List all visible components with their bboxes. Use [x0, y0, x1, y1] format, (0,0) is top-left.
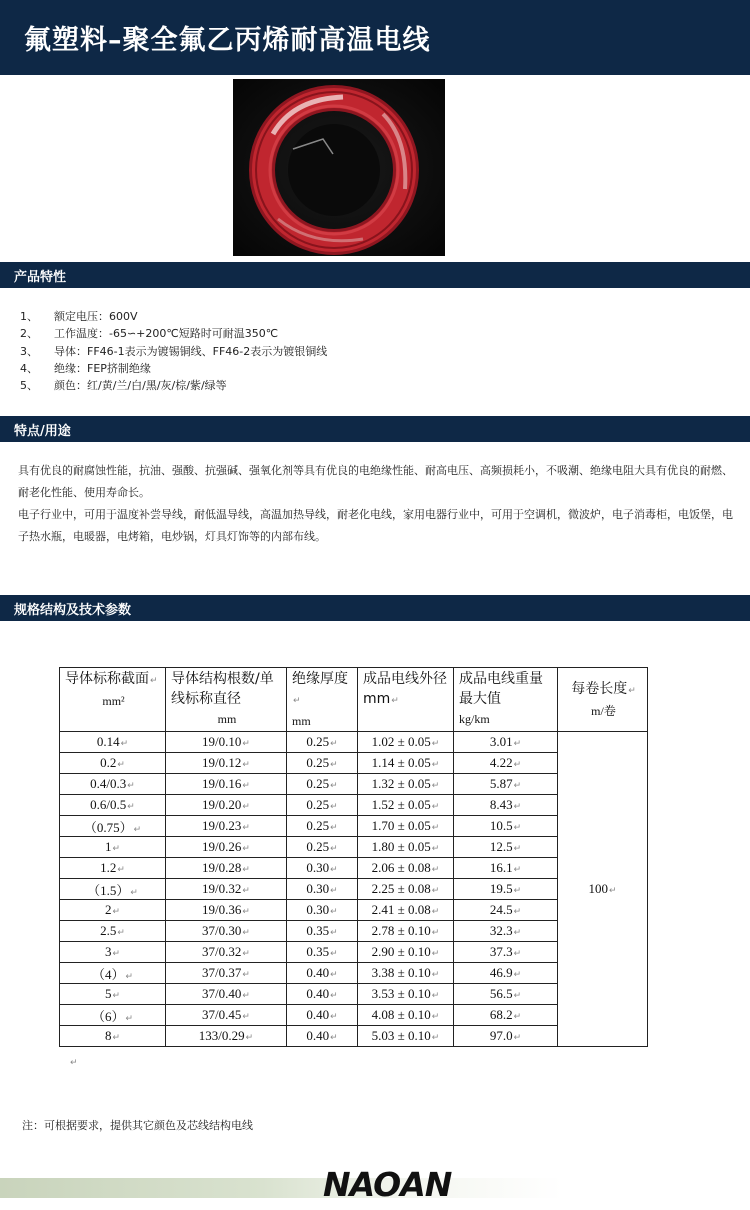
table-cell: 37/0.30↵ — [166, 921, 287, 942]
table-cell: 0.4/0.3↵ — [60, 774, 166, 795]
table-header: 每卷长度↵ m/卷 — [558, 668, 648, 732]
table-cell: 19/0.12↵ — [166, 753, 287, 774]
table-cell: 0.30↵ — [287, 879, 358, 900]
spec-table — [59, 667, 648, 1047]
page-title: 氟塑料–聚全氟乙丙烯耐高温电线 — [24, 25, 431, 56]
table-cell: 19/0.26↵ — [166, 837, 287, 858]
table-cell: 1.14 ± 0.05↵ — [358, 753, 454, 774]
table-cell: 1.80 ± 0.05↵ — [358, 837, 454, 858]
list-item: 4、 绝缘：FEP挤制绝缘 — [20, 361, 151, 375]
table-header: 绝缘厚度↵ mm — [287, 668, 358, 732]
table-cell: 1.32 ± 0.05↵ — [358, 774, 454, 795]
table-cell: （6）↵ — [60, 1005, 166, 1026]
table-cell: 97.0↵ — [454, 1026, 558, 1047]
table-cell: 2.5↵ — [60, 921, 166, 942]
table-cell: 37/0.32↵ — [166, 942, 287, 963]
table-cell: 0.35↵ — [287, 921, 358, 942]
table-cell: 4.22↵ — [454, 753, 558, 774]
table-cell: 2.90 ± 0.10↵ — [358, 942, 454, 963]
table-cell: 5↵ — [60, 984, 166, 1005]
table-cell: 37.3↵ — [454, 942, 558, 963]
table-cell: 2.25 ± 0.08↵ — [358, 879, 454, 900]
product-photo — [233, 79, 445, 256]
brand-logo: NAOAN — [323, 1165, 452, 1204]
table-cell: 1.52 ± 0.05↵ — [358, 795, 454, 816]
table-cell: 3.53 ± 0.10↵ — [358, 984, 454, 1005]
section-bar-properties — [0, 262, 750, 288]
table-cell: 12.5↵ — [454, 837, 558, 858]
table-row — [60, 732, 648, 753]
table-cell: 19.5↵ — [454, 879, 558, 900]
table-cell: （4）↵ — [60, 963, 166, 984]
table-cell: 5.03 ± 0.10↵ — [358, 1026, 454, 1047]
table-cell: 0.25↵ — [287, 732, 358, 753]
table-cell: 19/0.32↵ — [166, 879, 287, 900]
section-bar-features — [0, 416, 750, 442]
table-cell: 0.40↵ — [287, 984, 358, 1005]
footnote: 注：可根据要求，提供其它颜色及芯线结构电线 — [22, 1119, 253, 1132]
roll-length-cell: 100↵ — [558, 732, 648, 1047]
table-cell: 19/0.36↵ — [166, 900, 287, 921]
table-cell: 1.2↵ — [60, 858, 166, 879]
table-cell: 32.3↵ — [454, 921, 558, 942]
table-cell: 3.38 ± 0.10↵ — [358, 963, 454, 984]
list-item: 5、 颜色：红/黄/兰/白/黑/灰/棕/紫/绿等 — [20, 379, 227, 393]
table-cell: 37/0.45↵ — [166, 1005, 287, 1026]
table-cell: 19/0.10↵ — [166, 732, 287, 753]
table-cell: 0.25↵ — [287, 837, 358, 858]
table-cell: 2.06 ± 0.08↵ — [358, 858, 454, 879]
table-cell: 0.14↵ — [60, 732, 166, 753]
table-cell: 0.25↵ — [287, 753, 358, 774]
features-paragraph: 具有优良的耐腐蚀性能，抗油、强酸、抗强碱、强氧化剂等具有优良的电绝缘性能、耐高电压、高频损耗小，不吸潮、绝缘电阻大具有优良的耐燃、耐老化性能、使用寿命长。 — [18, 464, 733, 499]
section-title-specs: 规格结构及技术参数 — [14, 603, 132, 618]
table-cell: 8.43↵ — [454, 795, 558, 816]
table-header: 成品电线外径 mm↵ — [358, 668, 454, 732]
table-header-row — [60, 668, 648, 732]
table-cell: 37/0.37↵ — [166, 963, 287, 984]
table-cell: 68.2↵ — [454, 1005, 558, 1026]
table-cell: 1.70 ± 0.05↵ — [358, 816, 454, 837]
table-cell: 19/0.20↵ — [166, 795, 287, 816]
list-item: 2、 工作温度：-65∽+200℃短路时可耐温350℃ — [20, 327, 279, 341]
title-bar — [0, 0, 750, 75]
table-cell: 1.02 ± 0.05↵ — [358, 732, 454, 753]
table-cell: 0.40↵ — [287, 963, 358, 984]
table-cell: 0.35↵ — [287, 942, 358, 963]
table-header: 导体标称截面↵ mm² — [60, 668, 166, 732]
table-cell: 8↵ — [60, 1026, 166, 1047]
table-cell: 0.25↵ — [287, 816, 358, 837]
properties-list — [20, 308, 327, 394]
table-cell: 2.41 ± 0.08↵ — [358, 900, 454, 921]
features-text — [18, 460, 736, 548]
table-cell: 4.08 ± 0.10↵ — [358, 1005, 454, 1026]
table-cell: 0.6/0.5↵ — [60, 795, 166, 816]
table-cell: 3↵ — [60, 942, 166, 963]
table-cell: 0.30↵ — [287, 858, 358, 879]
table-cell: （1.5）↵ — [60, 879, 166, 900]
paragraph-mark: ↵ — [70, 1058, 78, 1068]
table-cell: 19/0.23↵ — [166, 816, 287, 837]
table-cell: 2.78 ± 0.10↵ — [358, 921, 454, 942]
table-cell: 10.5↵ — [454, 816, 558, 837]
section-title-features: 特点/用途 — [14, 424, 71, 439]
section-bar-specs — [0, 595, 750, 621]
table-cell: 1↵ — [60, 837, 166, 858]
list-item: 3、 导体：FF46-1表示为镀锡铜线、FF46-2表示为镀银铜线 — [20, 344, 328, 358]
table-cell: 0.25↵ — [287, 774, 358, 795]
table-cell: 0.30↵ — [287, 900, 358, 921]
table-cell: 46.9↵ — [454, 963, 558, 984]
table-header: 导体结构根数/单线标称直径 mm — [166, 668, 287, 732]
table-cell: 56.5↵ — [454, 984, 558, 1005]
table-cell: 0.25↵ — [287, 795, 358, 816]
table-cell: 19/0.16↵ — [166, 774, 287, 795]
features-paragraph: 电子行业中，可用于温度补尝导线，耐低温导线，高温加热导线，耐老化电线，家用电器行业中，可用于空调机，微波炉，电子消毒柜，电饭堡，电子热水瓶，电暖器，电烤箱，电炒锅，灯具灯饰等的内部布线。 — [18, 508, 733, 543]
table-cell: 16.1↵ — [454, 858, 558, 879]
spec-table-body — [60, 732, 648, 1047]
table-cell: 19/0.28↵ — [166, 858, 287, 879]
table-cell: 37/0.40↵ — [166, 984, 287, 1005]
table-cell: （0.75）↵ — [60, 816, 166, 837]
table-cell: 24.5↵ — [454, 900, 558, 921]
table-cell: 5.87↵ — [454, 774, 558, 795]
table-cell: 0.40↵ — [287, 1026, 358, 1047]
table-cell: 3.01↵ — [454, 732, 558, 753]
table-cell: 133/0.29↵ — [166, 1026, 287, 1047]
wire-coil-image — [233, 79, 445, 256]
list-item: 1、 额定电压：600V — [20, 310, 138, 323]
section-title-properties: 产品特性 — [14, 270, 67, 285]
table-cell: 0.40↵ — [287, 1005, 358, 1026]
table-cell: 0.2↵ — [60, 753, 166, 774]
table-header: 成品电线重量最大值 kg/km — [454, 668, 558, 732]
table-cell: 2↵ — [60, 900, 166, 921]
